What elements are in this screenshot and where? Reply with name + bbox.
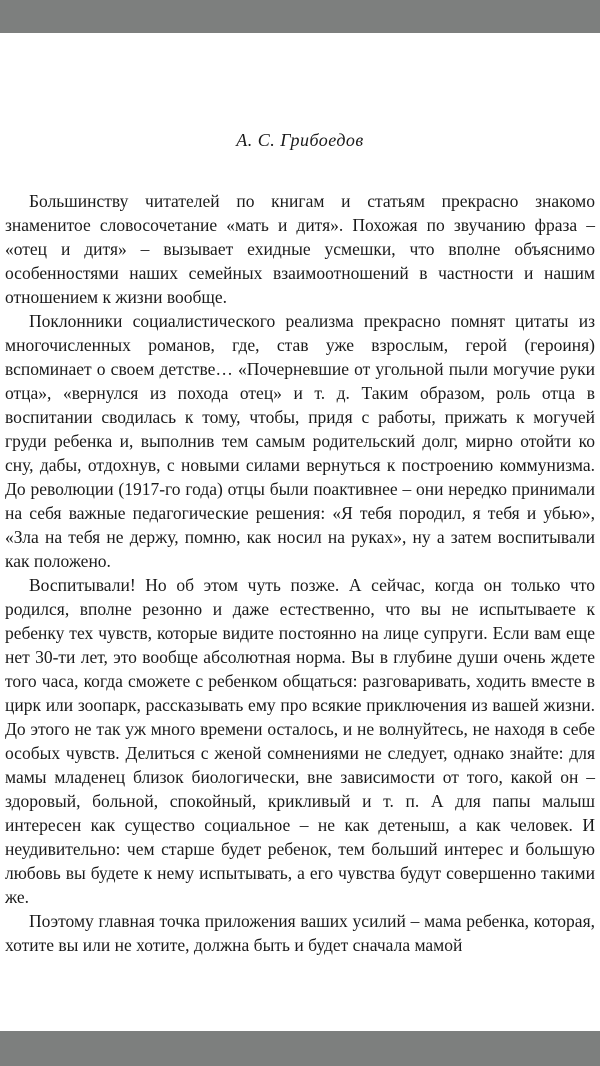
paragraph: Большинству читателей по книгам и статьям прекрасно знакомо знаменитое словосочетание «мать и дитя». Похожая по звучанию фраза – «отец и дитя» – вызывает ехидные усмешки, что вполне объяснимо особенностями наших семейных взаимоотношений в частности и нашим отношением к жизни вообще.	[5, 191, 595, 307]
paragraph: Воспитывали! Но об этом чуть позже. А сейчас, когда он только что родился, вполне резонно и даже естественно, что вы не испытываете к ребенку тех чувств, которые видите постоянно на лице супруги. Если вам еще нет 30-ти лет, это вообще абсолютная норма. Вы в глубине души очень ждете того часа, когда сможете с ребенком общаться: разговаривать, ходить вместе в цирк или зоопарк, рассказывать ему про всякие приключения из вашей жизни. До этого не так уж много времени осталось, и не волнуйтесь, не находя в себе особых чувств. Делиться с женой сомнениями не следует, однако знайте: для мамы младенец близок биологически, вне зависимости от того, какой он – здоровый, больной, спокойный, крикливый и т. п. А для папы малыш интересен как существо социальное – не как детеныш, а как человек. И неудивительно: чем старше будет ребенок, тем больший интерес и большую любовь вы будете к нему испытывать, а его чувства будут совершенно такими же.	[5, 575, 595, 907]
paragraph: Поэтому главная точка приложения ваших усилий – мама ребенка, которая, хотите вы или не хотите, должна быть и будет сначала мамой	[5, 911, 595, 955]
page-text	[5, 189, 595, 957]
letterbox-top-bar	[0, 0, 600, 33]
epigraph-author-title: А. С. Грибоедов	[236, 130, 364, 150]
paragraph: Поклонники социалистического реализма прекрасно помнят цитаты из многочисленных романов, где, став уже взрослым, герой (героиня) вспоминает о своем детстве… «Почерневшие от угольной пыли могучие руки отца», «вернулся из похода отец» и т. д. Таким образом, роль отца в воспитании сводилась к тому, чтобы, придя с работы, прижать к могучей груди ребенка и, выполнив тем самым родительский долг, мирно отойти ко сну, дабы, отдохнув, с новыми силами вернуться к построению коммунизма. До революции (1917-го года) отцы были поактивнее – они нередко принимали на себя важные педагогические решения: «Я тебя породил, я тебя и убью», «Зла на тебя не держу, помню, как носил на руках», ну а затем воспитывали как положено.	[5, 311, 595, 571]
reading-page[interactable]	[0, 33, 600, 1031]
letterbox-bottom-bar	[0, 1031, 600, 1066]
